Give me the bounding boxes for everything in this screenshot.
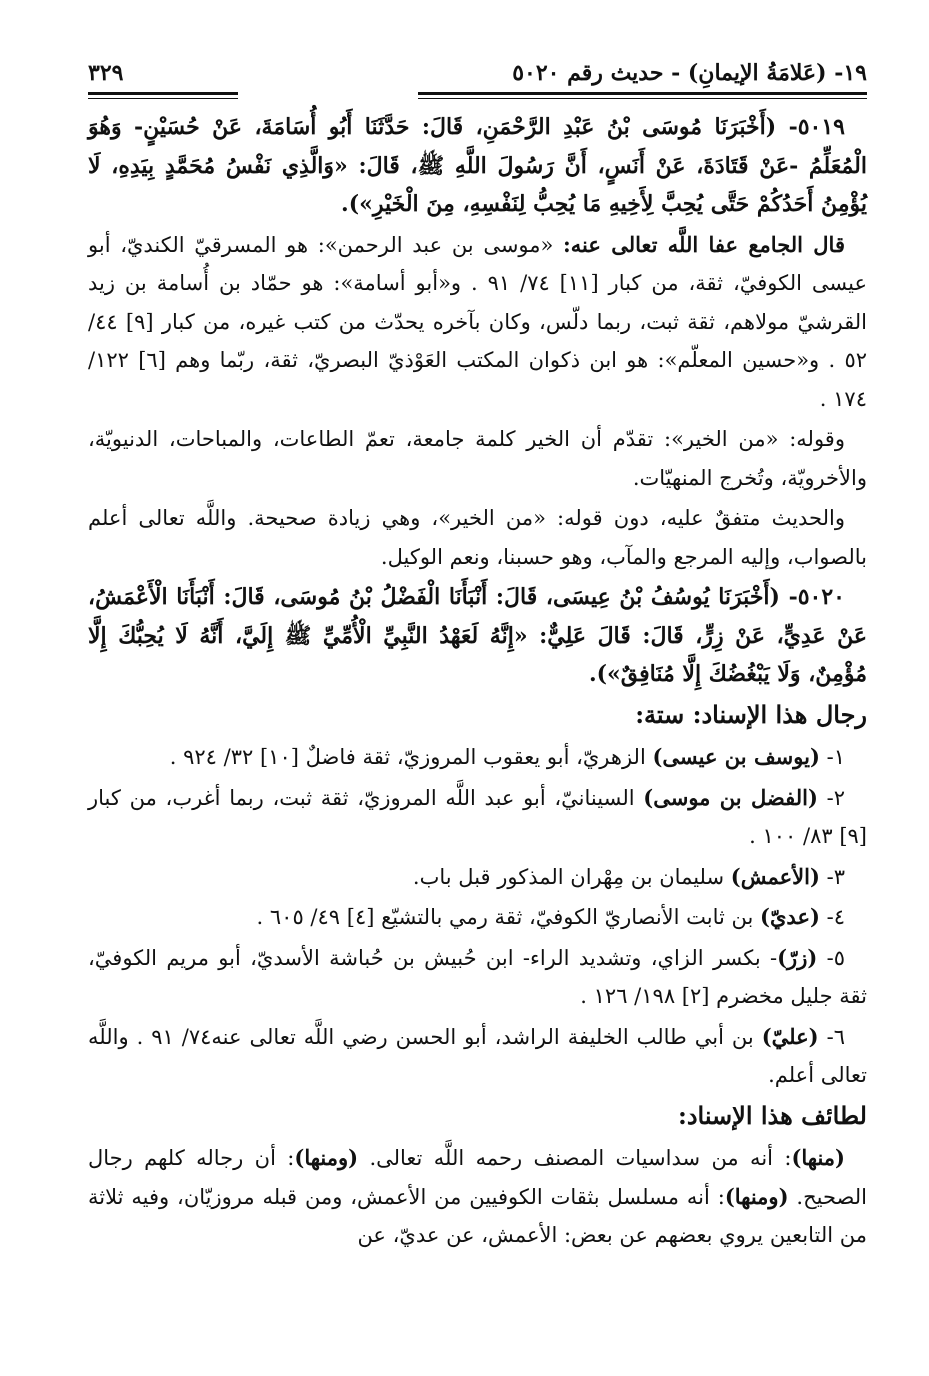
commentary-paragraph-2: وقوله: «من الخير»: تقدّم أن الخير كلمة جامعة، تعمّ الطاعات، والمباحات، الدنيويّة، والأخرويّة، وتُخرج المنهيّات. <box>88 427 867 490</box>
narrator-text: بن أبي طالب الخليفة الراشد، أبو الحسن رضي اللَّه تعالى عنه٧٤/ ٩١ . واللَّه تعالى أعلم. <box>88 1024 867 1087</box>
narrators-list <box>88 738 867 1095</box>
subtlety-marker: (منها) <box>791 1145 845 1170</box>
narrator-text: الزهريّ، أبو يعقوب المروزيّ، ثقة فاضلٌ [١٠] ٣٢/ ٩٢٤ . <box>169 745 653 769</box>
subtlety-text: : أنه من سداسيات المصنف رحمه اللَّه تعالى. <box>358 1146 792 1170</box>
narrator-item <box>88 858 867 897</box>
commentary-text: «موسى بن عبد الرحمن»: هو المسرقيّ الكنديّ، أبو عيسى الكوفيّ، ثقة، من كبار [١١] ٧٤/ ٩١ . و«أبو أسامة»: هو حمّاد بن أُسامة بن زيد القرشيّ مولاهم، ثقة ثبت، ربما دلّس، وكان بآخره يحدّث من كتب غيره، من كبار [٩] ٤٤/ ٥٢ . و«حسين المعلّم»: هو ابن ذكوان المكتب العَوْذيّ البصريّ، ثقة، ربّما وهم [٦] ١٢٢/ ١٧٤ . <box>88 232 867 411</box>
narrator-item <box>88 1018 867 1095</box>
chapter-title: ١٩- (عَلامَةُ الإيمانِ) - حديث رقم ٥٠٢٠ <box>512 60 867 86</box>
narrator-name: (عليّ) <box>761 1023 819 1049</box>
narrator-text: - بكسر الزاي، وتشديد الراء- ابن حُبيش بن حُباشة الأسديّ، أبو مريم الكوفيّ، ثقة جليل مخضرم [٢] ١٩٨/ ١٢٦ . <box>88 945 867 1008</box>
subtlety-marker: (ومنها) <box>724 1183 789 1209</box>
page-body <box>88 108 867 1255</box>
narrator-number: ٦- <box>826 1024 845 1049</box>
subtleties-paragraph <box>88 1139 867 1255</box>
subtlety-text: : أن رجاله كلهم رجال الصحيح. <box>88 1146 867 1209</box>
header-rule-short <box>88 92 238 99</box>
subtleties-heading: لطائف هذا الإسناد: <box>677 1100 867 1130</box>
narrator-name: (الفضل بن موسى) <box>643 784 818 810</box>
header-rule <box>88 88 867 102</box>
narrator-item <box>88 779 867 856</box>
page-header <box>88 52 867 86</box>
narrator-number: ٣- <box>826 864 845 889</box>
commentary-paragraph <box>88 226 867 419</box>
commentary-lead: قال الجامع عفا اللَّه تعالى عنه: <box>563 231 845 257</box>
narrator-name: (زرّ) <box>777 944 818 970</box>
narrator-name: (يوسف بن عيسى) <box>652 744 820 769</box>
header-rule-long <box>418 92 867 99</box>
narrator-name: (عديّ) <box>760 904 820 929</box>
narrator-number: ٥- <box>826 945 845 970</box>
narrator-number: ١- <box>826 745 845 769</box>
narrator-number: ٢- <box>826 785 846 810</box>
narrator-name: (الأعمش) <box>730 863 820 889</box>
narrator-text: السينانيّ، أبو عبد اللَّه المروزيّ، ثقة ثبت، ربما أغرب، من كبار [٩] ٨٣/ ١٠٠ . <box>88 785 867 848</box>
narrator-number: ٤- <box>826 905 845 929</box>
narrator-text: سليمان بن مِهْران المذكور قبل باب. <box>412 864 731 889</box>
subtlety-marker: (ومنها) <box>294 1145 359 1170</box>
narrator-item <box>88 939 867 1016</box>
page-number: ٣٢٩ <box>88 60 124 86</box>
commentary-paragraph-3: والحديث متفقٌ عليه، دون قوله: «من الخير»، وهي زيادة صحيحة. واللَّه تعالى أعلم بالصواب، وإليه المرجع والمآب، وهو حسبنا، ونعم الوكيل. <box>88 506 867 569</box>
narrator-item <box>88 898 867 937</box>
subtlety-text: : أنه مسلسل بثقات الكوفيين من الأعمش، ومن قبله مروزيّان، وفيه ثلاثة من التابعين يروي بعضهم عن بعض: الأعمش، عن عديّ، عن <box>88 1184 867 1247</box>
hadith-5019: ٥٠١٩- (أَخْبَرَنَا مُوسَى بْنُ عَبْدِ الرَّحْمَنِ، قَالَ: حَدَّثَنَا أَبُو أُسَامَةَ، عَنْ حُسَيْنٍ- وَهُوَ الْمُعَلِّمُ -عَنْ قَتَادَةَ، عَنْ أَنَسٍ، أَنَّ رَسُولَ اللَّهِ ﷺ، قَالَ: «وَالَّذِي نَفْسُ مُحَمَّدٍ بِيَدِهِ، لَا يُؤْمِنُ أَحَدُكُمْ حَتَّى يُحِبَّ لِأَخِيهِ مَا يُحِبُّ لِنَفْسِهِ، مِنَ الْخَيْرِ»). <box>88 114 867 217</box>
narrator-item <box>88 738 867 777</box>
narrator-text: بن ثابت الأنصاريّ الكوفيّ، ثقة رمي بالتشيّع [٤] ٤٩/ ٦٠٥ . <box>256 905 761 929</box>
narrators-heading: رجال هذا الإسناد: ستة: <box>635 699 867 729</box>
hadith-5020: ٥٠٢٠- (أَخْبَرَنَا يُوسُفُ بْنُ عِيسَى، قَالَ: أَنْبَأَنَا الْفَضْلُ بْنُ مُوسَى، قَالَ: أَنْبَأَنَا الْأَعْمَشُ، عَنْ عَدِيٍّ، عَنْ زِرٍّ، قَالَ: قَالَ عَلِيٌّ: «إِنَّهُ لَعَهْدُ النَّبِيِّ الْأُمِّيِّ ﷺ إِلَيَّ، أَنَّهُ لَا يُحِبُّكَ إِلَّا مُؤْمِنٌ، وَلَا يَبْغُضُكَ إِلَّا مُنَافِقٌ»). <box>88 584 867 687</box>
